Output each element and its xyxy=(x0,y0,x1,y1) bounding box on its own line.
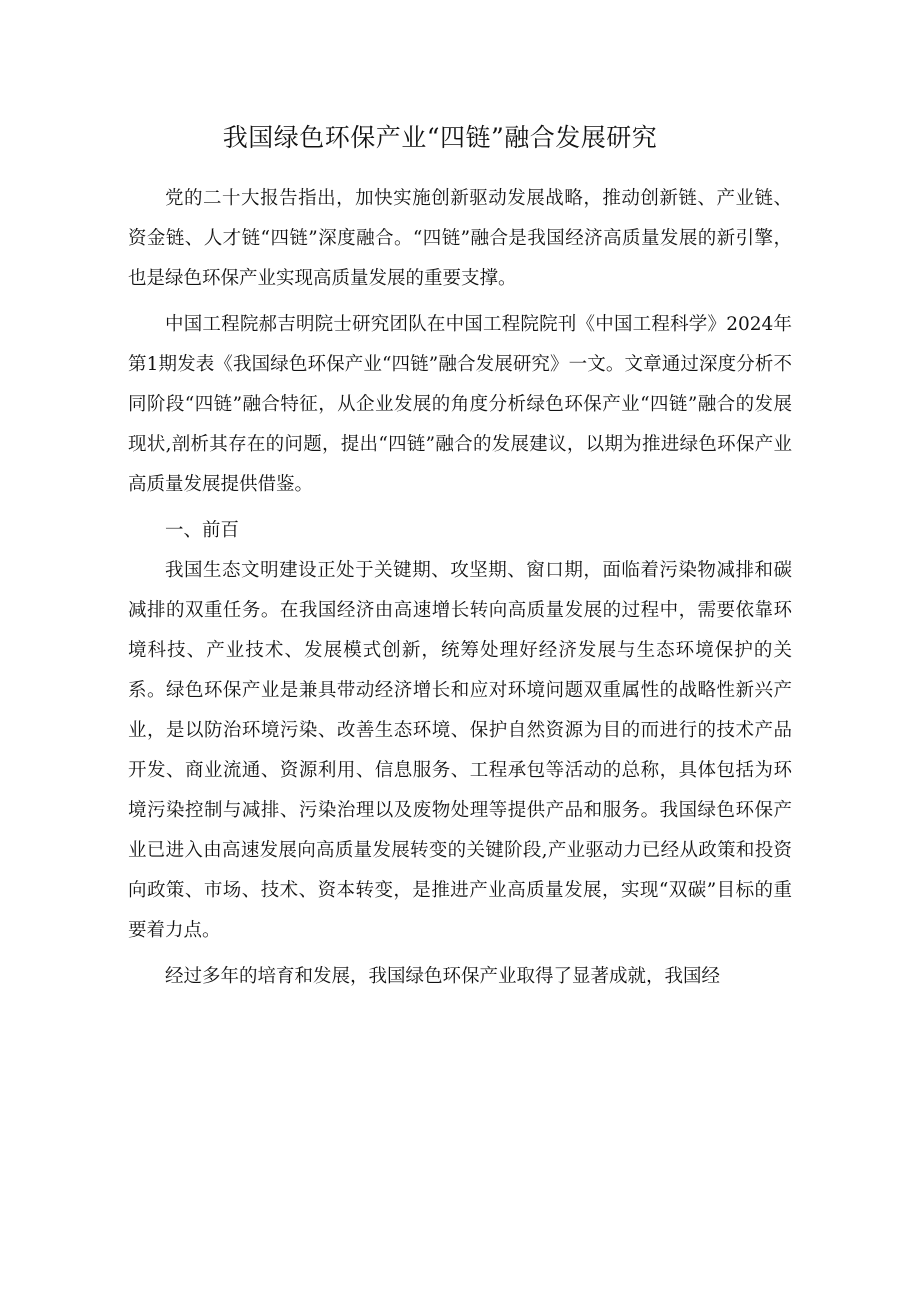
paragraph-intro: 党的二十大报告指出，加快实施创新驱动发展战略，推动创新链、产业链、资金链、人才链“四链”深度融合。“四链”融合是我国经济高质量发展的新引擎，也是绿色环保产业实现高质量发展的重要支撑。 xyxy=(128,188,792,289)
document-body xyxy=(128,179,792,997)
paragraph-publication: 中国工程院郝吉明院士研究团队在中国工程院院刊《中国工程科学》2024年第1期发表《我国绿色环保产业“四链”融合发展研究》一文。文章通过深度分析不同阶段“四链”融合特征，从企业发展的角度分析绿色环保产业“四链”融合的发展现状,剖析其存在的问题，提出“四链”融合的发展建议，以期为推进绿色环保产业高质量发展提供借鉴。 xyxy=(128,314,792,495)
section-heading: 一、前百 xyxy=(165,520,240,541)
paragraph-background: 我国生态文明建设正处于关键期、攻坚期、窗口期，面临着污染物减排和碳减排的双重任务。在我国经济由高速增长转向高质量发展的过程中，需要依靠环境科技、产业技术、发展模式创新，统筹处理好经济发展与生态环境保护的关系。绿色环保产业是兼具带动经济增长和应对环境问题双重属性的战略性新兴产业，是以防治环境污染、改善生态环境、保护自然资源为目的而进行的技术产品开发、商业流通、资源利用、信息服务、工程承包等活动的总称，具体包括为环境污染控制与减排、污染治理以及废物处理等提供产品和服务。我国绿色环保产业已进入由高速发展向高质量发展转变的关键阶段,产业驱动力已经从政策和投资向政策、市场、技术、资本转变，是推进产业高质量发展，实现“双碳”目标的重要着力点。 xyxy=(128,560,792,941)
paragraph-achievements: 经过多年的培育和发展，我国绿色环保产业取得了显著成就，我国经 xyxy=(165,966,721,987)
document-title: 我国绿色环保产业“四链”融合发展研究 xyxy=(222,123,658,152)
